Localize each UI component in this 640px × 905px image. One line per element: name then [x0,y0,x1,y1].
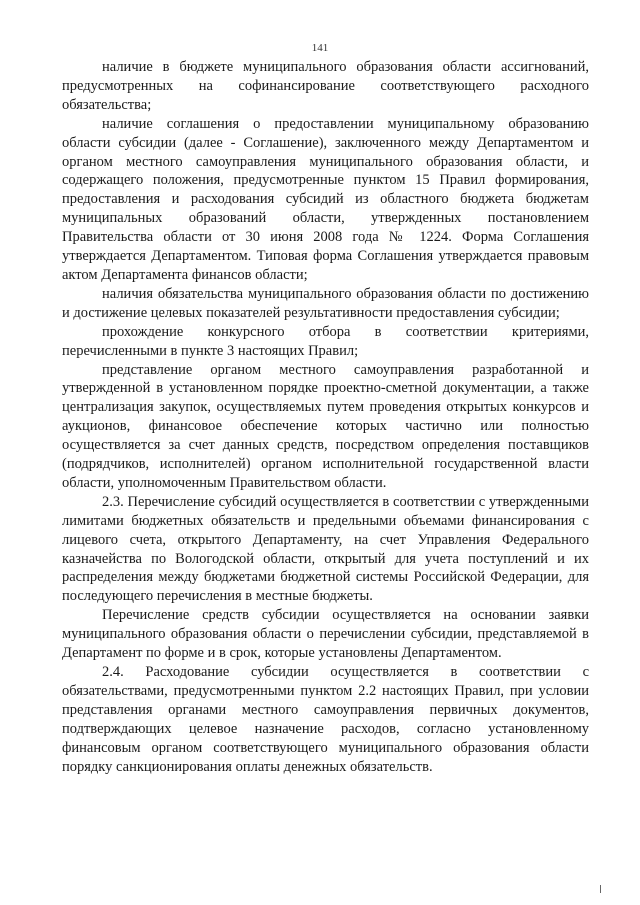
paragraph-competitive-selection: прохождение конкурсного отбора в соответствии критериями, перечисленными в пункте 3 настоящих Правил; [62,323,589,359]
paragraph-design-documentation: представление органом местного самоуправления разработанной и утвержденной в установленном порядке проектно-сметной документации, а также централизация закупок, осуществляемых путем проведения открытых конкурсов и аукционов, финансовое обеспечение которых частично или полностью осуществляется за счет данных средств, посредством определения поставщиков (подрядчиков, исполнителей) органом исполнительной государственной власти области, уполномоченным Правительством области. [62,361,589,491]
paragraph-subsidy-agreement: наличие соглашения о предоставлении муниципальному образованию области субсидии (далее - Соглашение), заключенного между Департаментом и органом местного самоуправления муниципального образования области, и содержащего положения, предусмотренные пунктом 15 Правил формирования, предоставления и расходования субсидий из областного бюджета бюджетам муниципальных образований области, утвержденных постановлением Правительства области от 30 июня 2008 года № 1224. Форма Соглашения утверждается Департаментом. Типовая форма Соглашения утверждается правовым актом Департамента финансов области; [62,115,589,283]
page-number: 141 [311,42,329,54]
paragraph-section-2-4: 2.4. Расходование субсидии осуществляется в соответствии с обязательствами, предусмотренными пунктом 2.2 настоящих Правил, при условии представления органами местного самоуправления первичных документов, подтверждающих целевое назначение расходов, согласно установленному финансовым органом соответствующего муниципального образования области порядку санкционирования оплаты денежных обязательств. [62,664,589,775]
paragraph-section-2-3: 2.3. Перечисление субсидий осуществляется в соответствии с утвержденными лимитами бюджетных обязательств и предельными объемами финансирования с лицевого счета, открытого Департаменту, на счет Управления Федерального казначейства по Вологодской области, открытый для учета поступлений и их распределения между бюджетами бюджетной системы Российской Федерации, для последующего перечисления в местные бюджеты. [62,493,589,605]
paragraph-transfer-request: Перечисление средств субсидии осуществляется на основании заявки муниципального образования области о перечислении субсидии, представляемой в Департамент по форме и в срок, которые установлены Департаментом. [62,607,589,662]
scan-margin-mark [600,885,601,893]
document-body [62,58,589,776]
paragraph-budget-allocations: наличие в бюджете муниципального образования области ассигнований, предусмотренных на софинансирование соответствующего расходного обязательства; [62,59,589,113]
paragraph-performance-obligation: наличия обязательства муниципального образования области по достижению и достижение целевых показателей результативности предоставления субсидии; [62,285,589,321]
